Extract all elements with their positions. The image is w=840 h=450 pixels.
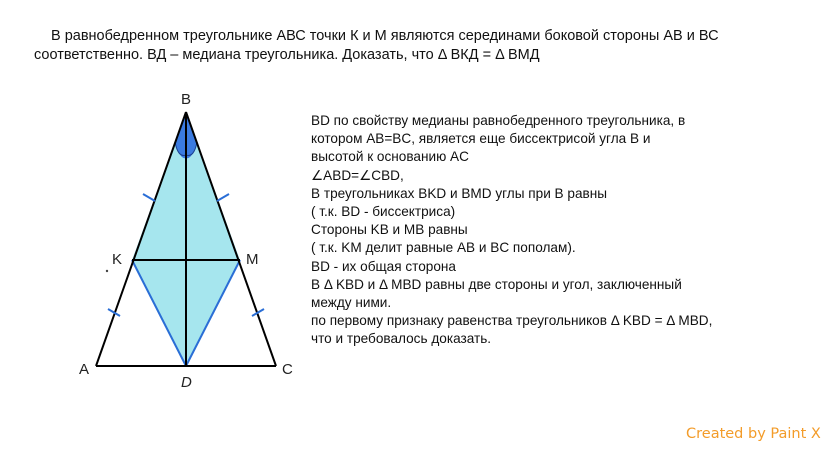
label-d: D — [181, 374, 192, 391]
label-m: M — [246, 251, 259, 268]
proof-line-6: ( т.к. BD - биссектриса) — [311, 204, 456, 220]
proof-line-10: В Δ KBD и Δ MBD равны две стороны и угол, заключенный — [311, 276, 682, 292]
proof-line-8: ( т.к. KM делит равные AB и BC пополам). — [311, 240, 576, 256]
proof-line-2: котором AB=BC, является еще биссектрисой угла B и — [311, 131, 651, 147]
label-b: B — [181, 91, 192, 108]
proof-line-9: BD - их общая сторона — [311, 258, 456, 274]
proof-line-12: по первому признаку равенства треугольников Δ KBD = Δ MBD, — [311, 313, 713, 329]
tick-mark-bk — [143, 194, 155, 201]
problem-line-2: соответственно. ВД – медиана треугольника. Доказать, что Δ ВКД = Δ ВМД — [34, 47, 540, 63]
proof-line-7: Стороны KB и MB равны — [311, 222, 468, 238]
problem-line-1: В равнобедренном треугольнике АВС точки К и М являются серединами боковой стороны АВ и ВС — [51, 28, 719, 44]
watermark: Created by Paint X — [686, 426, 821, 442]
proof-line-13: что и требовалось доказать. — [311, 331, 492, 347]
label-c: C — [282, 361, 293, 378]
proof-line-5: В треугольниках BKD и BMD углы при B равны — [311, 185, 608, 201]
stray-dot — [106, 270, 108, 272]
label-a: A — [79, 361, 90, 378]
proof-line-1: BD по свойству медианы равнобедренного треугольника, в — [311, 113, 686, 128]
label-k: K — [112, 251, 123, 268]
tick-mark-bm — [217, 194, 229, 201]
proof-text — [311, 112, 831, 349]
proof-line-4: ∠ABD=∠CBD, — [311, 167, 404, 183]
proof-line-11: между ними. — [311, 295, 392, 311]
proof-line-3: высотой к основанию AC — [311, 149, 469, 165]
